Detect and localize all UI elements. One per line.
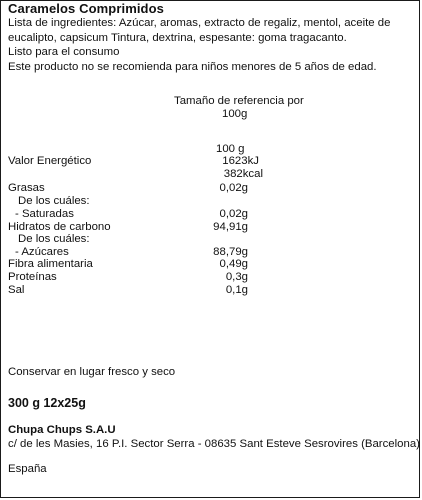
- nutrition-label-energy: Valor Energético: [8, 155, 92, 167]
- nutrition-label-carbs: Hidratos de carbono: [8, 221, 111, 233]
- nutrition-label-fibre: Fibra alimentaria: [8, 258, 93, 270]
- nutrition-label-sugars: - Azúcares: [15, 246, 69, 258]
- nutrition-label-fat: Grasas: [8, 182, 45, 194]
- nutrition-label-protein: Proteínas: [8, 271, 57, 283]
- nutrition-label-saturated: - Saturadas: [15, 208, 74, 220]
- nutrition-label-of-which: De los cuáles:: [18, 233, 90, 245]
- nutrition-value-sugars: 88,79g: [213, 246, 248, 258]
- storage-instructions: Conservar en lugar fresco y seco: [8, 366, 176, 378]
- net-weight: 300 g 12x25g: [8, 396, 86, 410]
- nutrition-value-saturated: 0,02g: [219, 208, 248, 220]
- nutrition-value-protein: 0,3g: [225, 271, 248, 283]
- country-of-origin: España: [8, 463, 47, 475]
- nutrition-value-energy-kj: 1623kJ: [222, 155, 259, 167]
- age-warning: Este producto no se recomienda para niños menores de 5 años de edad.: [8, 61, 377, 73]
- nutrition-value-fat: 0,02g: [219, 182, 248, 194]
- reference-size-value: 100g: [222, 108, 248, 120]
- nutrition-value-fibre: 0,49g: [219, 258, 248, 270]
- nutrition-value-carbs: 94,91g: [213, 221, 248, 233]
- company-name: Chupa Chups S.A.U: [8, 424, 116, 436]
- nutrition-value-energy-kcal: 382kcal: [223, 168, 263, 180]
- company-address: c/ de les Masies, 16 P.I. Sector Serra - 08635 Sant Esteve Sesrovires (Barcelona): [8, 438, 420, 450]
- nutrition-label-of-which: De los cuáles:: [18, 195, 90, 207]
- nutrition-value-salt: 0,1g: [225, 284, 248, 296]
- nutrition-label-salt: Sal: [8, 284, 25, 296]
- nutrition-column-header: 100 g: [216, 143, 245, 155]
- reference-size-label: Tamaño de referencia por: [174, 95, 304, 107]
- product-title: Caramelos Comprimidos: [8, 1, 164, 16]
- ready-to-eat-note: Listo para el consumo: [8, 46, 120, 58]
- ingredients-list: Lista de ingredientes: Azúcar, aromas, extracto de regaliz, mentol, aceite de eucalipto, capsicum Tintura, dextrina, espesante: goma tragacanto.: [8, 17, 391, 44]
